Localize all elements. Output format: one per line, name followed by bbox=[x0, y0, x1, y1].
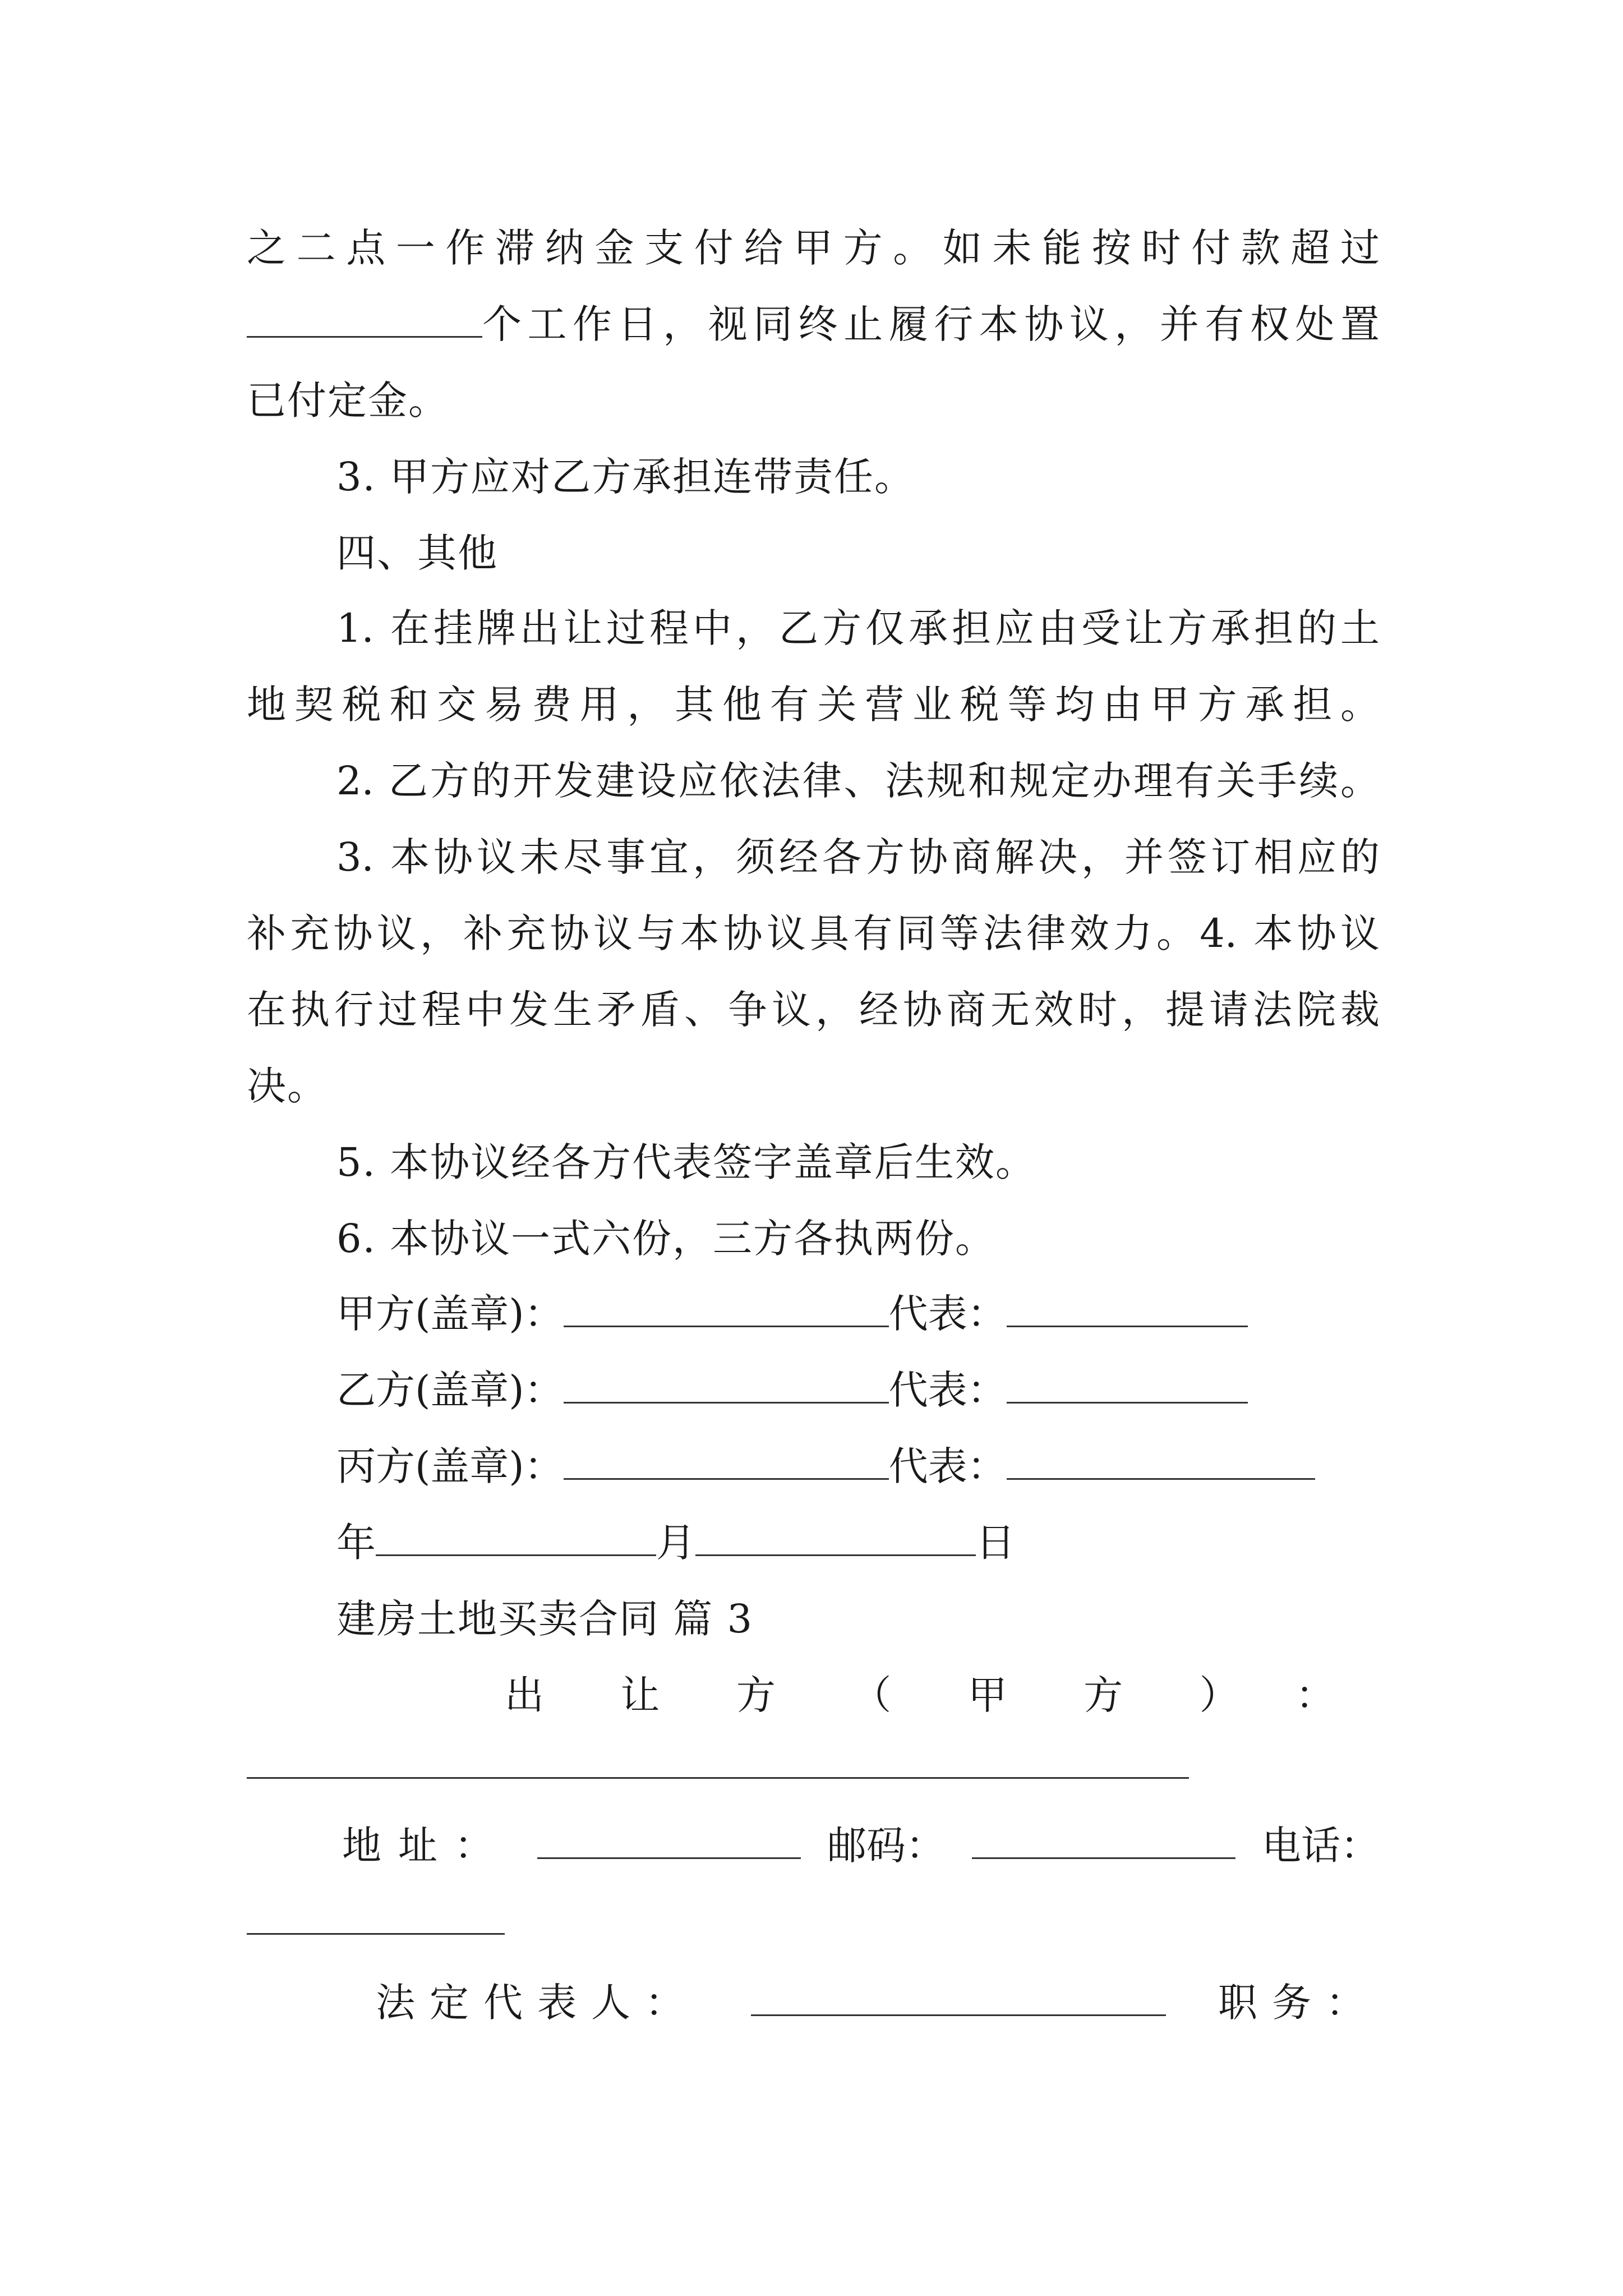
text-line: 已付定金。 bbox=[247, 378, 449, 424]
legal-rep-field[interactable] bbox=[751, 1980, 1166, 2016]
day-field[interactable] bbox=[695, 1520, 976, 1556]
fill-blank[interactable] bbox=[247, 301, 482, 338]
rep-label: 代表： bbox=[888, 1291, 1007, 1337]
party-b-rep-field[interactable] bbox=[1007, 1367, 1248, 1404]
party-c-seal-field[interactable] bbox=[564, 1443, 889, 1480]
party-b-seal-field[interactable] bbox=[564, 1367, 889, 1404]
party-a-label: 甲方(盖章)： bbox=[336, 1291, 564, 1337]
month-label: 月 bbox=[656, 1520, 695, 1566]
position-label: 职务： bbox=[1218, 1980, 1380, 2026]
transferor-label: 出让方（甲方）： bbox=[505, 1672, 1357, 1718]
party-b-label: 乙方(盖章)： bbox=[336, 1367, 564, 1413]
party-c-label: 丙方(盖章)： bbox=[336, 1443, 564, 1489]
signature-row-party-b bbox=[336, 1362, 1380, 1418]
text-line: 之二点一作滞纳金支付给甲方。如未能按时付款超过 bbox=[247, 225, 1380, 271]
contact-row bbox=[342, 1818, 1380, 1874]
rep-label: 代表： bbox=[888, 1367, 1007, 1413]
text-line: 3. 本协议未尽事宜，须经各方协商解决，并签订相应的 bbox=[336, 834, 1380, 880]
text-line: 地契税和交易费用，其他有关营业税等均由甲方承担。 bbox=[247, 682, 1380, 728]
date-row bbox=[336, 1515, 1380, 1571]
postcode-field[interactable] bbox=[972, 1823, 1235, 1859]
legal-rep-row bbox=[376, 1975, 1380, 2031]
phone-label: 电话： bbox=[1262, 1823, 1380, 1869]
text-line-fragment: 个工作日，视同终止履行本协议，并有权处置 bbox=[482, 301, 1380, 347]
text-line: 在执行过程中发生矛盾、争议，经协商无效时，提请法院裁 bbox=[247, 987, 1380, 1033]
signature-row-party-c bbox=[336, 1438, 1380, 1494]
rep-label: 代表： bbox=[888, 1443, 1007, 1489]
legal-rep-label: 法定代表人： bbox=[376, 1980, 699, 2026]
section-heading: 四、其他 bbox=[336, 530, 498, 576]
text-line: 6. 本协议一式六份，三方各执两份。 bbox=[336, 1216, 996, 1262]
text-line: 决。 bbox=[247, 1063, 328, 1109]
text-line bbox=[247, 296, 1380, 352]
section-title: 建房土地买卖合同 篇 3 bbox=[336, 1596, 754, 1642]
month-field[interactable] bbox=[376, 1520, 656, 1556]
phone-field[interactable] bbox=[247, 1933, 505, 1935]
signature-row-party-a bbox=[336, 1286, 1380, 1342]
day-label: 日 bbox=[976, 1520, 1015, 1566]
year-label: 年 bbox=[336, 1520, 376, 1566]
text-line: 补充协议，补充协议与本协议具有同等法律效力。4. 本协议 bbox=[247, 910, 1380, 956]
transferor-field[interactable] bbox=[247, 1777, 1189, 1779]
address-label: 地址： bbox=[342, 1823, 510, 1869]
text-line: 5. 本协议经各方代表签字盖章后生效。 bbox=[336, 1139, 1036, 1185]
text-line: 3. 甲方应对乙方承担连带责任。 bbox=[336, 454, 915, 500]
party-c-rep-field[interactable] bbox=[1007, 1443, 1315, 1480]
text-line: 1. 在挂牌出让过程中，乙方仅承担应由受让方承担的土 bbox=[336, 605, 1380, 651]
address-field[interactable] bbox=[537, 1823, 801, 1859]
text-line: 2. 乙方的开发建设应依法律、法规和规定办理有关手续。 bbox=[336, 758, 1380, 804]
party-a-rep-field[interactable] bbox=[1007, 1291, 1248, 1327]
party-a-seal-field[interactable] bbox=[564, 1291, 889, 1327]
postcode-label: 邮码： bbox=[827, 1823, 945, 1869]
